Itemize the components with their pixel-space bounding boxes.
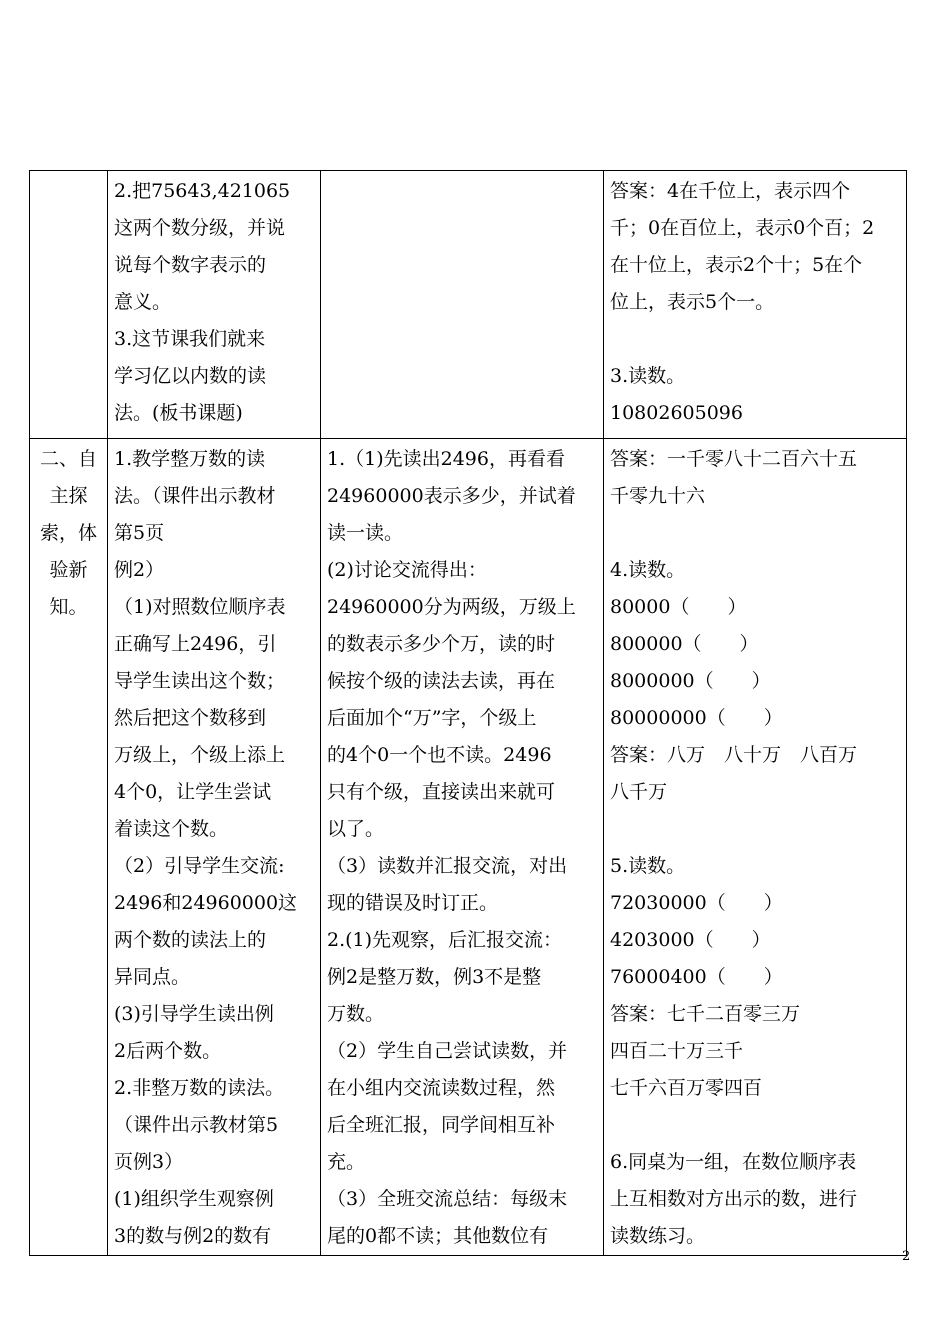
text-line: 1.教学整万数的读 <box>114 448 266 470</box>
text-line: 的4个0一个也不读。2496 <box>327 744 552 766</box>
text-line: 读一读。 <box>327 522 404 544</box>
text-line: 答案：七千二百零三万 <box>610 1003 801 1025</box>
student-activity-cell <box>321 171 604 439</box>
text-line: (1)组织学生观察例 <box>114 1188 274 1210</box>
text-line: （3）全班交流总结：每级末 <box>327 1188 568 1210</box>
text-line: 千零九十六 <box>610 485 706 507</box>
table-row <box>30 439 907 1256</box>
text-line: 24960000分为两级，万级上 <box>327 596 576 618</box>
text-line: 意义。 <box>114 291 172 313</box>
exercise-cell <box>604 439 907 1256</box>
blank-line <box>610 1107 900 1144</box>
text-line: 2.非整万数的读法。 <box>114 1077 285 1099</box>
text-line: 8000000（ ） <box>610 670 771 692</box>
blank-line <box>610 811 900 848</box>
text-line: 的数表示多少个万，读的时 <box>327 633 556 655</box>
text-line: 1.（1)先读出2496，再看看 <box>327 448 565 470</box>
blank-line <box>610 515 900 552</box>
text-line: 只有个级，直接读出来就可 <box>327 781 556 803</box>
text-line: 候按个级的读法去读，再在 <box>327 670 556 692</box>
text-line: （2）引导学生交流: <box>114 855 285 877</box>
text-line: 10802605096 <box>610 402 743 424</box>
stage-cell <box>30 171 108 439</box>
text-line: 七千六百万零四百 <box>610 1077 763 1099</box>
text-line: 2后两个数。 <box>114 1040 222 1062</box>
text-line: 80000000（ ） <box>610 707 783 729</box>
text-line: 4203000（ ） <box>610 929 771 951</box>
lesson-plan-table <box>29 170 907 1256</box>
text-line: （3）读数并汇报交流，对出 <box>327 855 568 877</box>
teacher-activity-cell <box>108 171 321 439</box>
text-line: 800000（ ） <box>610 633 759 655</box>
blank-line <box>610 321 900 358</box>
text-line: 两个数的读法上的 <box>114 929 267 951</box>
text-line: 80000（ ） <box>610 596 747 618</box>
text-line: 验新 <box>49 559 88 581</box>
text-line: 这两个数分级，并说 <box>114 217 286 239</box>
text-line: 后全班汇报，同学间相互补 <box>327 1114 556 1136</box>
student-activity-cell <box>321 439 604 1256</box>
exercise-cell <box>604 171 907 439</box>
text-line: 然后把这个数移到 <box>114 707 267 729</box>
text-line: 法。（课件出示教材 <box>114 485 276 507</box>
text-line: 四百二十万三千 <box>610 1040 744 1062</box>
text-line: 导学生读出这个数； <box>114 670 286 692</box>
text-line: 答案：一千零八十二百六十五 <box>610 448 858 470</box>
text-line: 6.同桌为一组，在数位顺序表 <box>610 1151 857 1173</box>
text-line: 答案：八万 八十万 八百万 <box>610 744 858 766</box>
text-line: 二、自 <box>39 448 97 470</box>
text-line: 着读这个数。 <box>114 818 229 840</box>
text-line: 八千万 <box>610 781 668 803</box>
text-line: 学习亿以内数的读 <box>114 365 267 387</box>
text-line: 答案：4在千位上，表示四个 <box>610 180 851 202</box>
text-line: （1)对照数位顺序表 <box>114 596 286 618</box>
text-line: 2.(1)先观察，后汇报交流： <box>327 929 563 951</box>
text-line: 3.读数。 <box>610 365 686 387</box>
text-line: 尾的0都不读；其他数位有 <box>327 1225 549 1247</box>
text-line: 充。 <box>327 1151 366 1173</box>
text-line: （2）学生自己尝试读数，并 <box>327 1040 568 1062</box>
text-line: 知。 <box>49 596 88 618</box>
text-line: 例2） <box>114 559 165 581</box>
text-line: 现的错误及时订正。 <box>327 892 499 914</box>
text-line: 在小组内交流读数过程，然 <box>327 1077 556 1099</box>
text-line: 页例3） <box>114 1151 184 1173</box>
text-line: 位上，表示5个一。 <box>610 291 775 313</box>
text-line: 5.读数。 <box>610 855 686 877</box>
text-line: 76000400（ ） <box>610 966 783 988</box>
teacher-activity-cell <box>108 439 321 1256</box>
text-line: 索，体 <box>39 522 97 544</box>
stage-cell <box>30 439 108 1256</box>
text-line: (2)讨论交流得出： <box>327 559 487 581</box>
text-line: 正确写上2496，引 <box>114 633 277 655</box>
text-line: 例2是整万数，例3不是整 <box>327 966 542 988</box>
text-line: 异同点。 <box>114 966 191 988</box>
text-line: 24960000表示多少，并试着 <box>327 485 576 507</box>
text-line: 说每个数字表示的 <box>114 254 267 276</box>
text-line: 上互相数对方出示的数，进行 <box>610 1188 858 1210</box>
text-line: 万级上，个级上添上 <box>114 744 286 766</box>
text-line: 4.读数。 <box>610 559 686 581</box>
text-line: （课件出示教材第5 <box>114 1114 279 1136</box>
text-line: 在十位上，表示2个十；5在个 <box>610 254 863 276</box>
text-line: 第5页 <box>114 522 165 544</box>
table-row <box>30 171 907 439</box>
text-line: 72030000（ ） <box>610 892 783 914</box>
text-line: 主探 <box>49 485 88 507</box>
text-line: 2496和24960000这 <box>114 892 298 914</box>
text-line: 3.这节课我们就来 <box>114 328 266 350</box>
text-line: 万数。 <box>327 1003 385 1025</box>
text-line: 2.把75643,421065 <box>114 180 291 202</box>
text-line: 后面加个“万”字，个级上 <box>327 707 537 729</box>
page-number: 2 <box>902 1249 911 1264</box>
text-line: (3)引导学生读出例 <box>114 1003 274 1025</box>
text-line: 以了。 <box>327 818 385 840</box>
text-line: 千；0在百位上，表示0个百；2 <box>610 217 875 239</box>
text-line: 4个0，让学生尝试 <box>114 781 272 803</box>
text-line: 读数练习。 <box>610 1225 706 1247</box>
text-line: 3的数与例2的数有 <box>114 1225 272 1247</box>
text-line: 法。(板书课题) <box>114 402 243 424</box>
